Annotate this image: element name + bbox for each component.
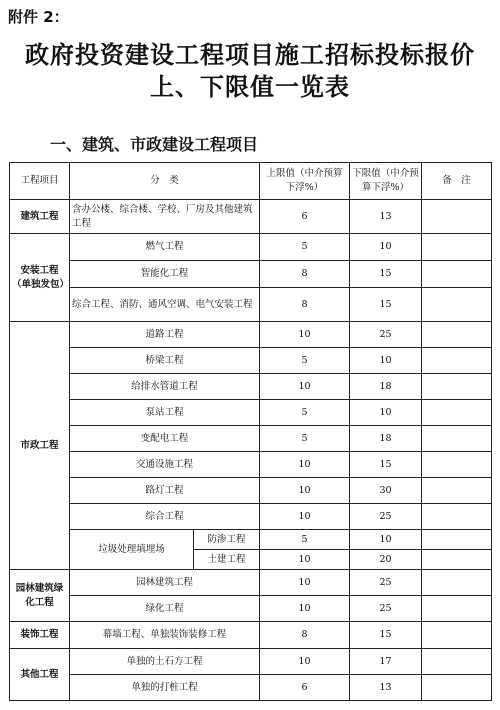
- subcategory-cell: 土建工程: [194, 550, 260, 570]
- table-row: [10, 649, 492, 675]
- upper-cell: 8: [260, 288, 350, 322]
- upper-cell: 5: [260, 348, 350, 374]
- lower-cell: 15: [350, 288, 422, 322]
- table-row: [10, 426, 492, 452]
- table-row: [10, 675, 492, 701]
- group-building: 建筑工程: [10, 200, 70, 234]
- section-heading: 一、建筑、市政建设工程项目: [50, 135, 259, 154]
- group-install: 安装工程（单独发包）: [10, 234, 70, 322]
- attachment-label: 附件 2：: [8, 8, 69, 26]
- price-limit-table: [9, 162, 492, 701]
- lower-cell: 15: [350, 261, 422, 288]
- remark-cell: [422, 550, 492, 570]
- remark-cell: [422, 478, 492, 504]
- table-row: [10, 622, 492, 649]
- upper-cell: 8: [260, 622, 350, 649]
- lower-cell: 25: [350, 322, 422, 348]
- lower-cell: 13: [350, 200, 422, 234]
- header-remark: 备 注: [422, 163, 492, 200]
- remark-cell: [422, 374, 492, 400]
- table-row: [10, 478, 492, 504]
- remark-cell: [422, 348, 492, 374]
- group-garden: 园林建筑绿化工程: [10, 570, 70, 622]
- upper-cell: 10: [260, 570, 350, 596]
- lower-cell: 20: [350, 550, 422, 570]
- category-cell: 变配电工程: [70, 426, 260, 452]
- category-cell: 幕墙工程、单独装饰装修工程: [70, 622, 260, 649]
- category-cell: 交通设施工程: [70, 452, 260, 478]
- table-row: [10, 504, 492, 530]
- remark-cell: [422, 426, 492, 452]
- upper-cell: 10: [260, 596, 350, 622]
- category-cell: 智能化工程: [70, 261, 260, 288]
- upper-cell: 5: [260, 530, 350, 550]
- upper-cell: 5: [260, 426, 350, 452]
- category-cell: 综合工程: [70, 504, 260, 530]
- upper-cell: 10: [260, 374, 350, 400]
- remark-cell: [422, 322, 492, 348]
- lower-cell: 10: [350, 530, 422, 550]
- remark-cell: [422, 452, 492, 478]
- table-row: [10, 322, 492, 348]
- remark-cell: [422, 530, 492, 550]
- category-cell: 含办公楼、综合楼、学校、厂房及其他建筑工程: [70, 200, 260, 234]
- upper-cell: 10: [260, 452, 350, 478]
- category-cell: 单独的土石方工程: [70, 649, 260, 675]
- remark-cell: [422, 596, 492, 622]
- upper-cell: 10: [260, 322, 350, 348]
- lower-cell: 25: [350, 504, 422, 530]
- table-row: [10, 261, 492, 288]
- lower-cell: 13: [350, 675, 422, 701]
- group-municipal: 市政工程: [10, 322, 70, 570]
- category-cell: 给排水管道工程: [70, 374, 260, 400]
- upper-cell: 10: [260, 478, 350, 504]
- lower-cell: 30: [350, 478, 422, 504]
- remark-cell: [422, 288, 492, 322]
- category-cell: 道路工程: [70, 322, 260, 348]
- remark-cell: [422, 200, 492, 234]
- header-project: 工程项目: [10, 163, 70, 200]
- table-row: [10, 288, 492, 322]
- table-header-row: [10, 163, 492, 200]
- lower-cell: 15: [350, 452, 422, 478]
- lower-cell: 25: [350, 596, 422, 622]
- category-cell: 泵站工程: [70, 400, 260, 426]
- category-cell: 垃圾处理填埋场: [70, 530, 194, 570]
- remark-cell: [422, 234, 492, 261]
- upper-cell: 10: [260, 550, 350, 570]
- table-row: [10, 596, 492, 622]
- lower-cell: 17: [350, 649, 422, 675]
- upper-cell: 10: [260, 649, 350, 675]
- table-row: [10, 400, 492, 426]
- upper-cell: 6: [260, 200, 350, 234]
- upper-cell: 10: [260, 504, 350, 530]
- remark-cell: [422, 622, 492, 649]
- upper-cell: 5: [260, 400, 350, 426]
- category-cell: 燃气工程: [70, 234, 260, 261]
- remark-cell: [422, 570, 492, 596]
- lower-cell: 10: [350, 234, 422, 261]
- table-row: [10, 452, 492, 478]
- group-other: 其他工程: [10, 649, 70, 701]
- upper-cell: 6: [260, 675, 350, 701]
- lower-cell: 10: [350, 400, 422, 426]
- remark-cell: [422, 504, 492, 530]
- header-upper-limit: 上限值（中介预算下浮%）: [260, 163, 350, 200]
- header-category: 分 类: [70, 163, 260, 200]
- remark-cell: [422, 400, 492, 426]
- lower-cell: 18: [350, 426, 422, 452]
- category-cell: 绿化工程: [70, 596, 260, 622]
- subcategory-cell: 防渗工程: [194, 530, 260, 550]
- header-lower-limit: 下限值（中介预算下浮%）: [350, 163, 422, 200]
- lower-cell: 18: [350, 374, 422, 400]
- category-cell: 单独的打桩工程: [70, 675, 260, 701]
- table-row: [10, 348, 492, 374]
- table-row: [10, 200, 492, 234]
- remark-cell: [422, 649, 492, 675]
- document-title-line-1: 政府投资建设工程项目施工招标投标报价: [25, 40, 475, 69]
- lower-cell: 10: [350, 348, 422, 374]
- category-cell: 桥梁工程: [70, 348, 260, 374]
- document-title-line-2: 上、下限值一览表: [150, 72, 350, 101]
- category-cell: 园林建筑工程: [70, 570, 260, 596]
- lower-cell: 25: [350, 570, 422, 596]
- table-row: [10, 374, 492, 400]
- lower-cell: 15: [350, 622, 422, 649]
- table-row: [10, 530, 492, 550]
- table-row: [10, 234, 492, 261]
- category-cell: 综合工程、消防、通风空调、电气安装工程: [70, 288, 260, 322]
- category-cell: 路灯工程: [70, 478, 260, 504]
- remark-cell: [422, 261, 492, 288]
- group-decor: 装饰工程: [10, 622, 70, 649]
- upper-cell: 8: [260, 261, 350, 288]
- table-row: [10, 570, 492, 596]
- upper-cell: 5: [260, 234, 350, 261]
- remark-cell: [422, 675, 492, 701]
